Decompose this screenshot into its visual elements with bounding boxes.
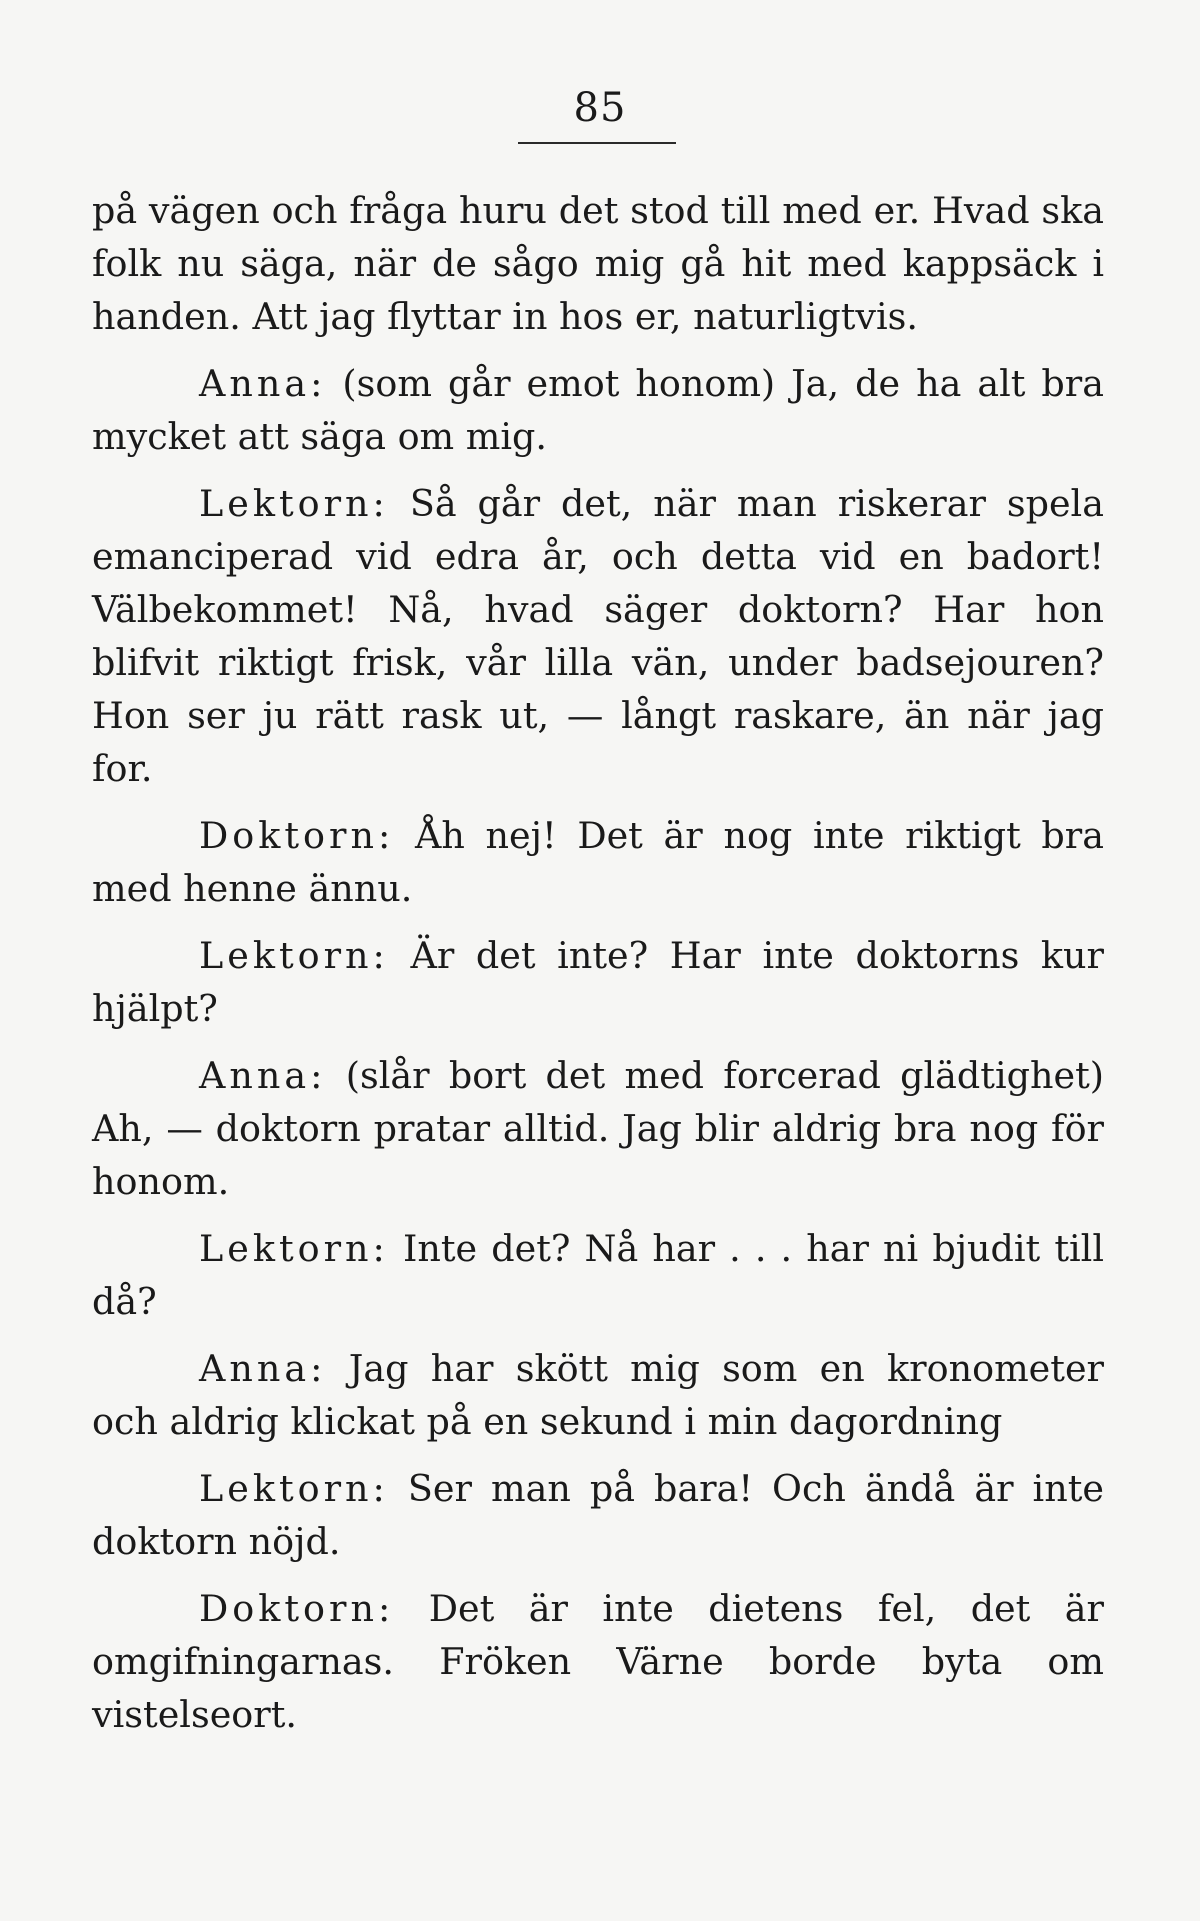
dialogue-text: (slår bort det med forcerad glädtighet) Ah, — doktorn pratar alltid. Jag blir aldrig bra nog för honom.: [92, 1054, 1105, 1203]
speaker-name: Doktorn:: [199, 1587, 395, 1630]
speaker-name: Lektorn:: [199, 934, 389, 977]
dialogue-paragraph: [92, 929, 1104, 1035]
dialogue-text: Inte det? Nå har . . . har ni bjudit till då?: [92, 1227, 1105, 1323]
dialogue-text: Är det inte? Har inte doktorns kur hjälpt?: [92, 934, 1104, 1030]
paragraph-continuation: [92, 184, 1104, 343]
speaker-name: Anna:: [199, 362, 327, 405]
dialogue-paragraph: [92, 1462, 1104, 1568]
speaker-name: Anna:: [199, 1054, 327, 1097]
page-body: [92, 184, 1104, 1741]
dialogue-paragraph: [92, 357, 1104, 463]
dialogue-text: Ser man på bara! Och ändå är inte doktorn nöjd.: [92, 1467, 1104, 1563]
dialogue-paragraph: [92, 477, 1104, 795]
dialogue-paragraph: [92, 1049, 1104, 1208]
paragraph-text: på vägen och fråga huru det stod till med er. Hvad ska folk nu säga, när de sågo mig gå hit med kappsäck i handen. Att jag flyttar in hos er, naturligtvis.: [92, 189, 1104, 338]
dialogue-paragraph: [92, 1342, 1104, 1448]
dialogue-text: Så går det, när man riskerar spela emanciperad vid edra år, och detta vid en badort! Välbekommet! Nå, hvad säger doktorn? Har hon blifvit riktigt frisk, vår lilla vän, under badsejouren? Hon ser ju rätt rask ut, — långt raskare, än när jag for.: [92, 482, 1104, 790]
speaker-name: Lektorn:: [199, 1227, 389, 1270]
speaker-name: Doktorn:: [199, 814, 395, 857]
dialogue-text: Det är inte dietens fel, det är omgifningarnas. Fröken Värne borde byta om vistelseort.: [92, 1587, 1104, 1736]
dialogue-paragraph: [92, 1582, 1104, 1741]
dialogue-text: (som går emot honom) Ja, de ha alt bra mycket att säga om mig.: [92, 362, 1104, 458]
page-number-rule: [518, 142, 676, 144]
speaker-name: Lektorn:: [199, 1467, 389, 1510]
speaker-name: Anna:: [199, 1347, 327, 1390]
dialogue-text: Jag har skött mig som en kronometer och aldrig klickat på en sekund i min dagordning: [92, 1347, 1104, 1443]
dialogue-paragraph: [92, 1222, 1104, 1328]
speaker-name: Lektorn:: [199, 482, 389, 525]
dialogue-text: Åh nej! Det är nog inte riktigt bra med henne ännu.: [92, 814, 1104, 910]
page-number: 85: [573, 85, 627, 131]
dialogue-paragraph: [92, 809, 1104, 915]
